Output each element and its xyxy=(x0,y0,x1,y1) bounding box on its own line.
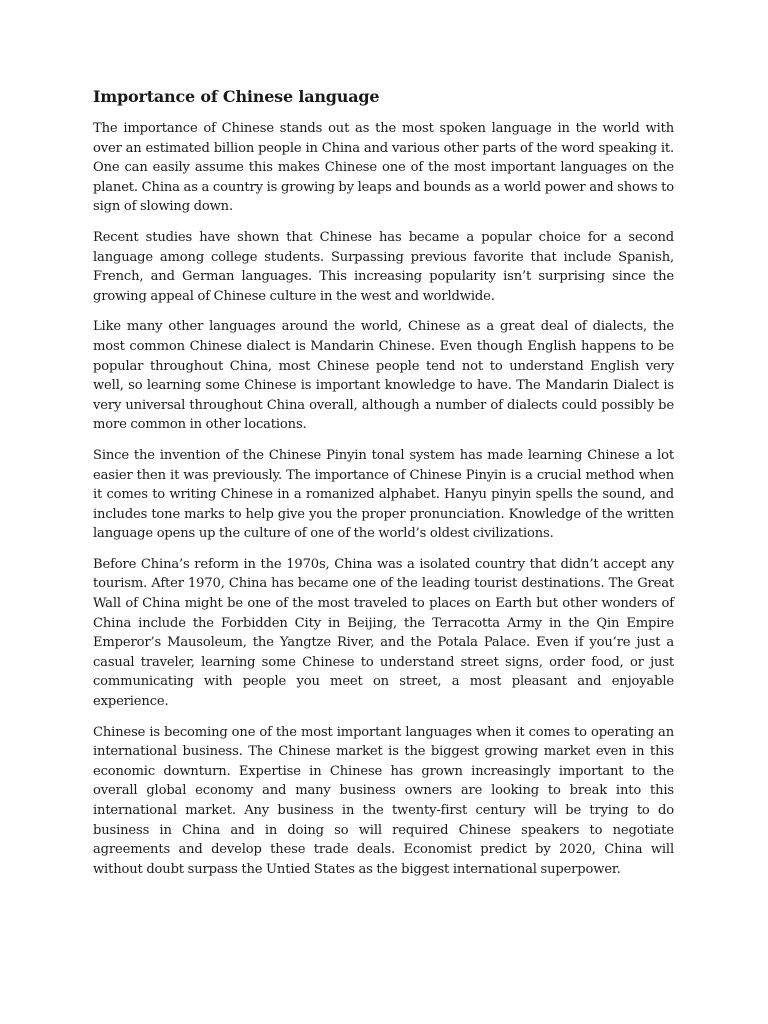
paragraph-international-business: Chinese is becoming one of the most important languages when it comes to operating an international business. The Chinese market is the biggest growing market even in this economic downturn. Expertise in Chinese has grown increasingly important to the overall global economy and many business owners are looking to break into this international market. Any business in the twenty-first century will be trying to do business in China and in doing so will required Chinese speakers to negotiate agreements and develop these trade deals. Economist predict by 2020, China will without doubt surpass the Untied States as the biggest international superpower. xyxy=(93,724,674,877)
document-title: Importance of Chinese language xyxy=(93,87,380,106)
paragraph-second-language-popularity: Recent studies have shown that Chinese has became a popular choice for a second language among college students. Surpassing previous favorite that include Spanish, French, and German languages. This increasing popularity isn’t surprising since the growing appeal of Chinese culture in the west and worldwide. xyxy=(93,229,674,304)
paragraph-pinyin: Since the invention of the Chinese Pinyin tonal system has made learning Chinese a lot easier then it was previously. The importance of Chinese Pinyin is a crucial method when it comes to writing Chinese in a romanized alphabet. Hanyu pinyin spells the sound, and includes tone marks to help give you the proper pronunciation. Knowledge of the written language opens up the culture of one of the world’s oldest civilizations. xyxy=(93,447,674,542)
paragraph-chinese-most-spoken: The importance of Chinese stands out as the most spoken language in the world with over an estimated billion people in China and various other parts of the word speaking it. One can easily assume this makes Chinese one of the most important languages on the planet. China as a country is growing by leaps and bounds as a world power and shows to sign of slowing down. xyxy=(93,121,674,215)
paragraph-dialects: Like many other languages around the world, Chinese as a great deal of dialects, the most common Chinese dialect is Mandarin Chinese. Even though English happens to be popular throughout China, most Chinese people tend not to understand English very well, so learning some Chinese is important knowledge to have. The Mandarin Dialect is very universal throughout China overall, although a number of dialects could possibly be more common in other locations. xyxy=(93,319,674,433)
paragraph-tourism: Before China’s reform in the 1970s, China was a isolated country that didn’t accept any tourism. After 1970, China has became one of the leading tourist destinations. The Great Wall of China might be one of the most traveled to places on Earth but other wonders of China include the Forbidden City in Beijing, the Terracotta Army in the Qin Empire Emperor’s Mausoleum, the Yangtze River, and the Potala Palace. Even if you’re just a casual traveler, learning some Chinese to understand street signs, order food, or just communicating with people you meet on street, a most pleasant and enjoyable experience. xyxy=(93,556,674,710)
document-page xyxy=(93,86,674,890)
